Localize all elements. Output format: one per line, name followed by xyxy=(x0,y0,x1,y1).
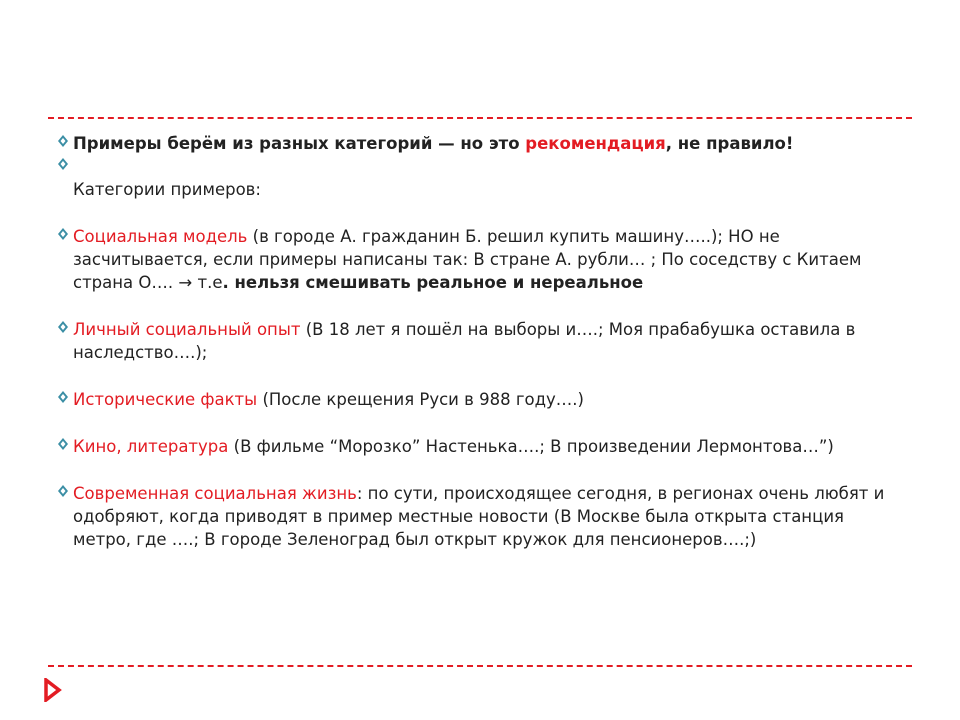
cinema-literature-text: (В фильме “Морозко” Настенька….; В произведении Лермонтова…”) xyxy=(228,437,834,456)
diamond-bullet-icon xyxy=(58,485,68,497)
social-model-text: (в городе А. гражданин Б. решил купить машину…..); НО не засчитывается, если примеры написаны так: В стране А. рубли… ; По соседству с Китаем страна О…. → т.е xyxy=(73,227,862,292)
categories-label-text: Категории примеров: xyxy=(73,180,261,199)
play-arrow-icon[interactable] xyxy=(44,678,62,702)
diamond-bullet-icon xyxy=(58,438,68,450)
modern-social-life-text: : по сути, происходящее сегодня, в регионах очень любят и одобряют, когда приводят в пример местные новости (В Москве была открыта станция метро, где ….; В городе Зеленоград был открыт кружок для пенсионеров….;) xyxy=(73,484,885,549)
main-point-prefix: Примеры берём из разных категорий — но это xyxy=(73,134,526,153)
bullet-item-empty xyxy=(58,155,898,178)
diamond-bullet-icon xyxy=(58,391,68,403)
categories-label xyxy=(58,178,898,201)
top-dashed-rule xyxy=(48,117,912,119)
bullet-item-personal-experience xyxy=(58,318,898,364)
historical-facts-title: Исторические факты xyxy=(73,390,258,409)
bullet-item-main-point xyxy=(58,132,898,155)
bullet-item-historical-facts xyxy=(58,388,898,411)
main-point-suffix: , не правило! xyxy=(665,134,794,153)
diamond-bullet-icon xyxy=(58,135,68,147)
bullet-item-cinema-literature xyxy=(58,435,898,458)
bullet-item-social-model xyxy=(58,225,898,294)
modern-social-life-title: Современная социальная жизнь xyxy=(73,484,357,503)
historical-facts-text: (После крещения Руси в 988 году….) xyxy=(257,390,584,409)
diamond-bullet-icon xyxy=(58,321,68,333)
diamond-bullet-icon xyxy=(58,158,68,170)
slide-body xyxy=(58,132,898,551)
main-point-highlight: рекомендация xyxy=(525,134,666,153)
social-model-bold: . нельзя смешивать реальное и нереальное xyxy=(222,273,644,292)
bullet-item-modern-social-life xyxy=(58,482,898,551)
personal-experience-title: Личный социальный опыт xyxy=(73,320,301,339)
bottom-dashed-rule xyxy=(48,665,912,667)
cinema-literature-title: Кино, литература xyxy=(73,437,229,456)
personal-experience-text: (В 18 лет я пошёл на выборы и….; Моя прабабушка оставила в наследство….); xyxy=(73,320,856,362)
social-model-title: Социальная модель xyxy=(73,227,248,246)
diamond-bullet-icon xyxy=(58,228,68,240)
